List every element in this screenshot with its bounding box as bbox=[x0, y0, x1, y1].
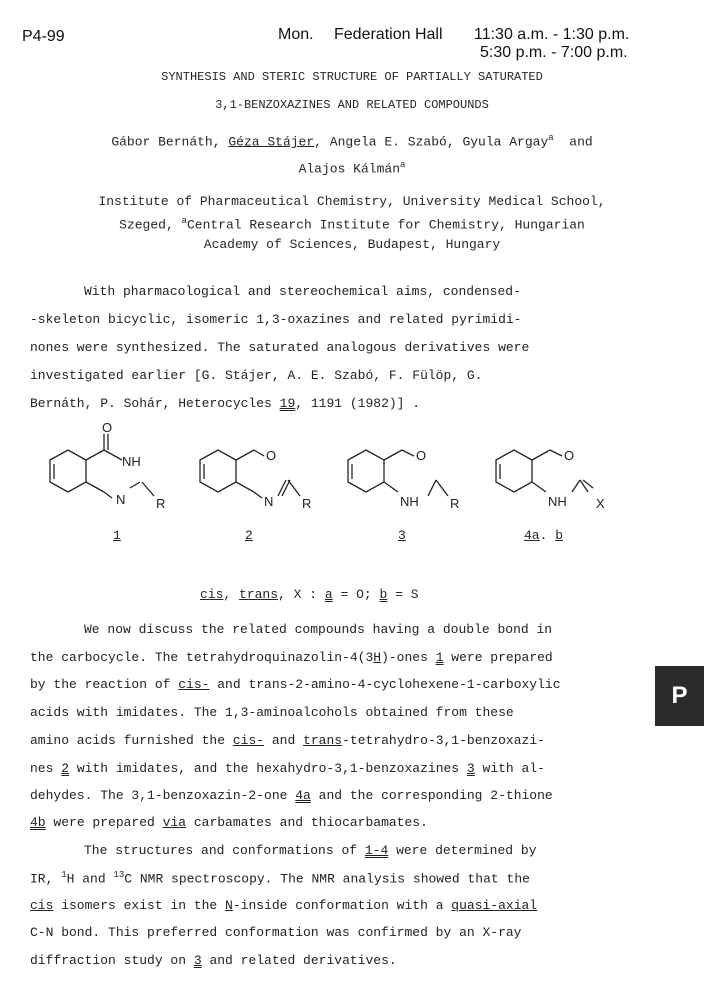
caption-sep-2: , X : bbox=[278, 587, 318, 602]
session-day: Mon. bbox=[278, 26, 314, 43]
para1-line-4: acids with imidates. The 1,3-aminoalcohols obtained from these bbox=[30, 705, 514, 720]
author-2-presenting: Géza Stájer bbox=[228, 134, 315, 150]
author-separator: , bbox=[314, 134, 322, 150]
scheme-caption bbox=[200, 587, 419, 602]
reference-pages: , 1191 (1982)] . bbox=[295, 396, 421, 411]
structure-3-r: R bbox=[450, 496, 460, 511]
title-line-1: SYNTHESIS AND STERIC STRUCTURE OF PARTIALLY SATURATED bbox=[161, 70, 543, 84]
para2-line-4: C-N bond. This preferred conformation was confirmed by an X-ray bbox=[30, 925, 522, 940]
intro-line-5 bbox=[30, 396, 420, 411]
structure-4-nh: NH bbox=[548, 494, 567, 509]
affiliation-line-3: Academy of Sciences, Budapest, Hungary bbox=[203, 237, 501, 252]
authors-line-2 bbox=[0, 160, 704, 176]
caption-trans: trans bbox=[239, 587, 279, 602]
title-line-2: 3,1-BENZOXAZINES AND RELATED COMPOUNDS bbox=[215, 98, 489, 112]
para1-line-1: We now discuss the related compounds having a double bond in bbox=[84, 622, 553, 637]
intro-line-4: investigated earlier [G. Stájer, A. E. Szabó, F. Fülöp, G. bbox=[30, 368, 483, 383]
affiliation-mark: a bbox=[181, 216, 187, 226]
para2-line-3: cis isomers exist in the N-inside conformation with a quasi-axial bbox=[30, 898, 538, 913]
session-time-2: 5:30 p.m. - 7:00 p.m. bbox=[480, 44, 628, 61]
author-3: Angela E. Szabó, bbox=[329, 134, 455, 150]
reference-volume: 19 bbox=[279, 396, 296, 411]
session-venue: Federation Hall bbox=[334, 26, 443, 43]
structure-2 bbox=[200, 450, 300, 498]
compound-label-2: 2 bbox=[245, 528, 253, 543]
session-time-1: 11:30 a.m. - 1:30 p.m. bbox=[474, 26, 630, 43]
author-5: Alajos Kálmán bbox=[298, 161, 400, 177]
structure-1-nh: NH bbox=[122, 454, 141, 469]
compound-label-3: 3 bbox=[398, 528, 406, 543]
caption-cis: cis bbox=[200, 587, 224, 602]
para2-line-5: diffraction study on 3 and related derivatives. bbox=[30, 953, 397, 968]
structure-3 bbox=[348, 450, 448, 496]
intro-line-3: nones were synthesized. The saturated analogous derivatives were bbox=[30, 340, 530, 355]
para1-line-7: dehydes. The 3,1-benzoxazin-2-one 4a and the corresponding 2-thione bbox=[30, 788, 553, 803]
caption-b: b bbox=[379, 587, 388, 602]
compound-label-4b: b bbox=[555, 528, 564, 543]
authors-and: and bbox=[569, 134, 593, 150]
author-4-affiliation-mark: a bbox=[548, 133, 554, 143]
para1-line-5: amino acids furnished the cis- and trans-tetrahydro-3,1-benzoxazi- bbox=[30, 733, 545, 748]
caption-eq-2: = S bbox=[387, 587, 419, 602]
para2-line-2: IR, $^1$H and $^{13}$C NMR spectroscopy. The NMR analysis showed that the bbox=[30, 870, 530, 887]
structure-1-n: N bbox=[116, 492, 126, 507]
caption-a: a bbox=[324, 587, 333, 602]
structure-4-oxygen: O bbox=[564, 448, 575, 463]
structure-4 bbox=[496, 450, 593, 492]
para1-line-2: the carbocycle. The tetrahydroquinazolin-4(3H)-ones 1 were prepared bbox=[30, 650, 553, 665]
affiliation-line-2 bbox=[0, 216, 704, 232]
compound-label-4a: 4a bbox=[524, 528, 540, 543]
para1-line-6: nes 2 with imidates, and the hexahydro-3,1-benzoxazines 3 with al- bbox=[30, 761, 545, 776]
structure-2-r: R bbox=[302, 496, 312, 511]
structure-2-n: N bbox=[264, 494, 274, 509]
structure-3-oxygen: O bbox=[416, 448, 427, 463]
para1-line-8: 4b were prepared via carbamates and thiocarbamates. bbox=[30, 815, 428, 830]
authors-line-1 bbox=[0, 133, 704, 149]
intro-line-1: With pharmacological and stereochemical aims, condensed- bbox=[84, 284, 521, 299]
author-1: Gábor Bernáth, bbox=[111, 134, 221, 150]
structure-1-oxygen: O bbox=[102, 420, 113, 435]
para2-line-1: The structures and conformations of 1-4 were determined by bbox=[84, 843, 537, 858]
author-5-affiliation-mark: a bbox=[400, 160, 406, 170]
compound-label-1: 1 bbox=[113, 528, 121, 543]
affiliation-institute: Central Research Institute for Chemistry, Hungarian bbox=[186, 217, 585, 233]
caption-eq-1: = O; bbox=[332, 587, 372, 602]
compound-label-separator: . bbox=[539, 528, 556, 543]
abstract-code: P4-99 bbox=[22, 28, 65, 45]
para1-line-3: by the reaction of cis- and trans-2-amino-4-cyclohexene-1-carboxylic bbox=[30, 677, 561, 692]
reference-authors: Bernáth, P. Sohár, Heterocycles bbox=[30, 396, 280, 411]
affiliation-line-1: Institute of Pharmaceutical Chemistry, University Medical School, bbox=[98, 194, 606, 209]
affiliation-city: Szeged, bbox=[119, 217, 174, 233]
structure-2-oxygen: O bbox=[266, 448, 277, 463]
structure-3-nh: NH bbox=[400, 494, 419, 509]
compound-label-4 bbox=[524, 528, 563, 543]
section-tab: P bbox=[655, 666, 704, 726]
structure-1-r: R bbox=[156, 496, 166, 511]
caption-sep-1: , bbox=[223, 587, 232, 602]
intro-line-2: -skeleton bicyclic, isomeric 1,3-oxazines and related pyrimidi- bbox=[30, 312, 522, 327]
structure-4-x: X bbox=[596, 496, 605, 511]
author-4: Gyula Argay bbox=[462, 134, 549, 150]
